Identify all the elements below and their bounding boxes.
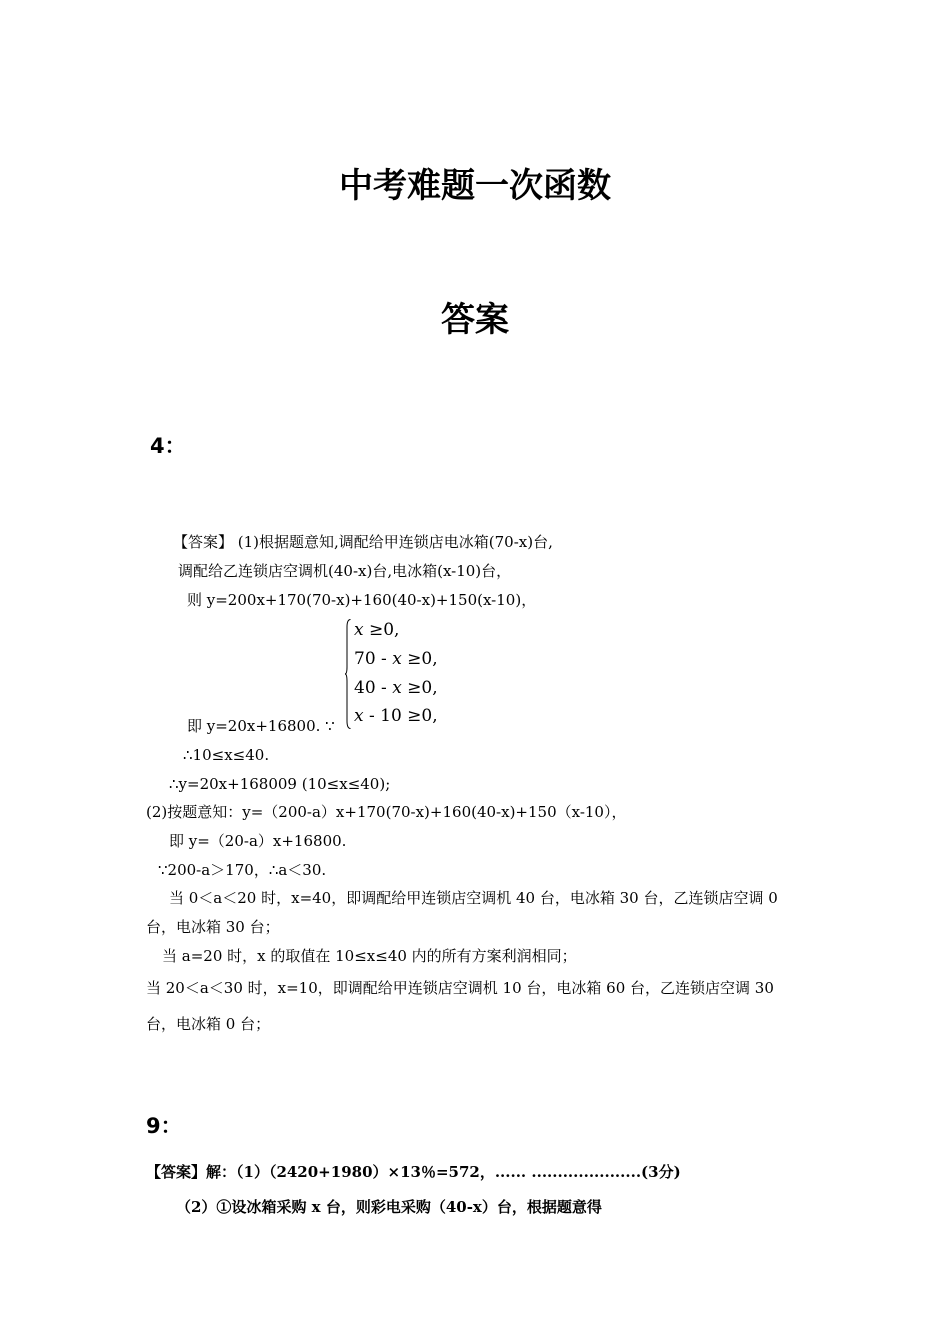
question-9-label: 9： xyxy=(146,1114,182,1138)
inequality-system xyxy=(345,617,455,732)
page-title: 中考难题一次函数 xyxy=(339,166,611,206)
q4-line-4: 即 y=20x+16800. ∵ xyxy=(187,717,335,735)
inequality-text: ≥0, xyxy=(401,649,438,669)
q9-line-2: （2）①设冰箱采购 x 台，则彩电采购（40-x）台，根据题意得 xyxy=(176,1198,602,1216)
inequality-row-4 xyxy=(354,705,438,727)
inequality-row-3 xyxy=(354,677,438,699)
inequality-row-1 xyxy=(354,619,399,641)
q4-line-14: 台，电冰箱 0 台； xyxy=(146,1015,271,1033)
var-x: x xyxy=(392,678,402,698)
inequality-text: ≥0, xyxy=(401,678,438,698)
q4-line-9: ∵200-a＞170，∴a＜30. xyxy=(158,861,327,879)
var-x: x xyxy=(354,706,364,726)
var-x: x xyxy=(392,649,402,669)
q9-line-1: 【答案】解：（1）（2420+1980）×13％=572，...... .....................(3分) xyxy=(146,1163,681,1181)
q4-line-2: 调配给乙连锁店空调机(40-x)台,电冰箱(x-10)台， xyxy=(178,562,512,580)
q4-line-12: 当 a=20 时，x 的取值在 10≤x≤40 内的所有方案利润相同； xyxy=(162,947,577,965)
q4-line-11: 台，电冰箱 30 台； xyxy=(146,918,280,936)
question-4-label: 4： xyxy=(150,434,186,458)
q4-line-5: ∴10≤x≤40. xyxy=(183,746,270,764)
q4-line-10: 当 0＜a＜20 时，x=40，即调配给甲连锁店空调机 40 台，电冰箱 30 台，乙连锁店空调 0 xyxy=(169,889,778,907)
q4-line-3: 则 y=200x+170(70-x)+160(40-x)+150(x-10)， xyxy=(187,591,537,609)
left-brace-icon xyxy=(345,619,351,729)
var-x: x xyxy=(354,620,364,640)
page-subtitle: 答案 xyxy=(441,300,509,340)
inequality-text: 70 - xyxy=(354,649,393,669)
inequality-text: ≥0, xyxy=(363,620,400,640)
q4-line-13: 当 20＜a＜30 时，x=10，即调配给甲连锁店空调机 10 台，电冰箱 60 台，乙连锁店空调 30 xyxy=(146,979,774,997)
q4-line-1: 【答案】 (1)根据题意知,调配给甲连锁店电冰箱(70-x)台, xyxy=(173,533,553,551)
inequality-text: 40 - xyxy=(354,678,393,698)
q4-line-8: 即 y=（20-a）x+16800. xyxy=(169,832,347,850)
inequality-text: - 10 ≥0, xyxy=(363,706,438,726)
q4-line-7: (2)按题意知：y=（200-a）x+170(70-x)+160(40-x)+150（x-10）， xyxy=(146,803,627,821)
q4-line-6: ∴y=20x+168009 (10≤x≤40); xyxy=(169,775,391,793)
inequality-row-2 xyxy=(354,648,438,670)
